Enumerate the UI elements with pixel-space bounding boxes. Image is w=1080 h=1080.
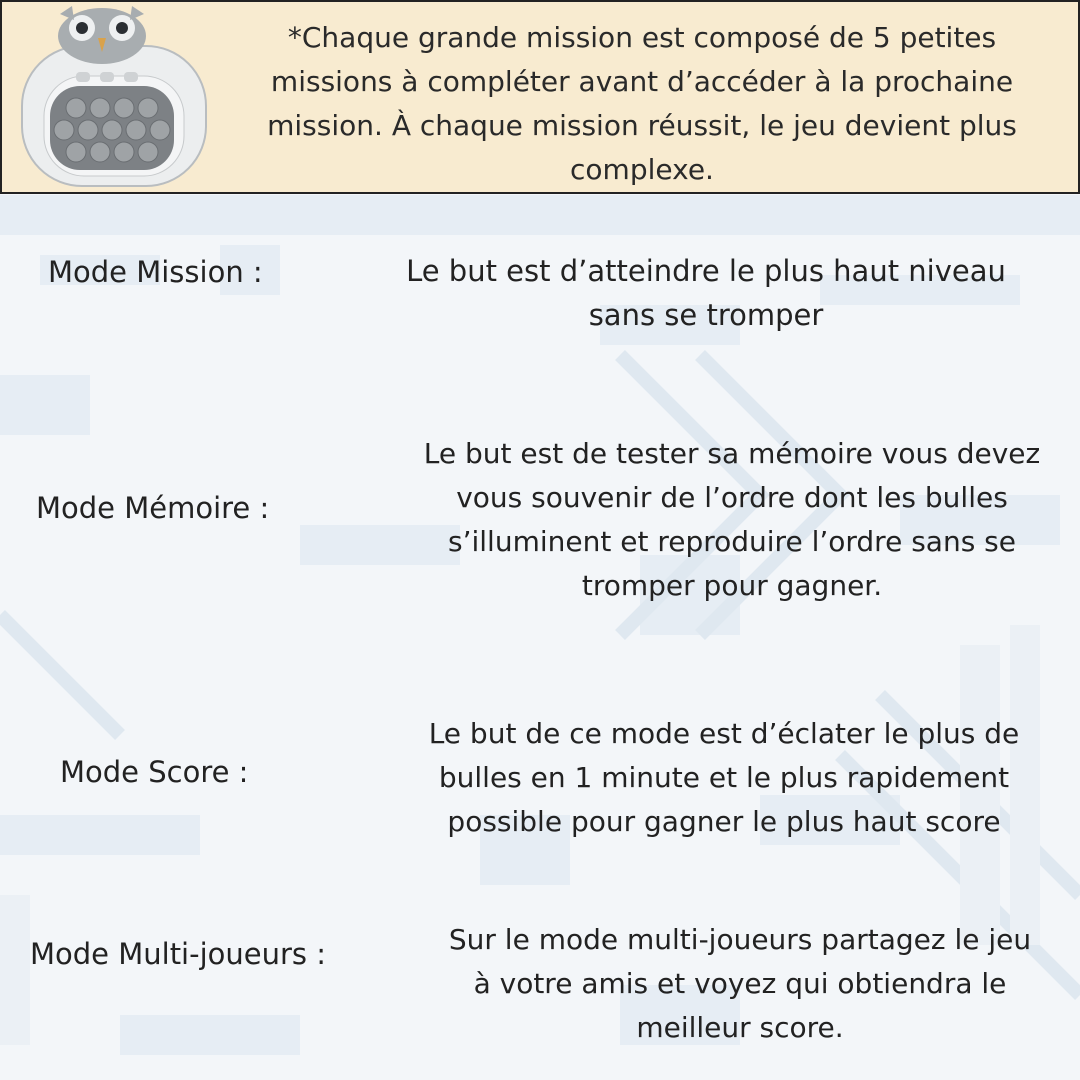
mode-score-label: Mode Score : xyxy=(60,755,249,789)
mission-note: *Chaque grande mission est composé de 5 petites missions à compléter avant d’accéder à la prochaine mission. À chaque mission réussit, le jeu devient plus complexe. xyxy=(267,21,1017,186)
info-banner xyxy=(0,0,1080,194)
mode-multijoueurs-description: Sur le mode multi-joueurs partagez le jeu à votre amis et voyez qui obtiendra le meilleur score. xyxy=(448,923,1032,1044)
mode-memoire-label: Mode Mémoire : xyxy=(36,491,270,525)
mode-multijoueurs-label: Mode Multi-joueurs : xyxy=(30,937,327,971)
mode-mission-label: Mode Mission : xyxy=(48,255,263,289)
mode-mission-description: Le but est d’atteindre le plus haut niveau sans se tromper xyxy=(406,254,1006,332)
mode-score-description: Le but de ce mode est d’éclater le plus de bulles en 1 minute et le plus rapidement possible pour gagner le plus haut score xyxy=(428,717,1020,838)
mode-memoire-description: Le but est de tester sa mémoire vous devez vous souvenir de l’ordre dont les bulles s’illuminent et reproduire l’ordre sans se tromper pour gagner. xyxy=(423,437,1041,602)
owl-pop-game-toy-icon xyxy=(14,6,214,190)
